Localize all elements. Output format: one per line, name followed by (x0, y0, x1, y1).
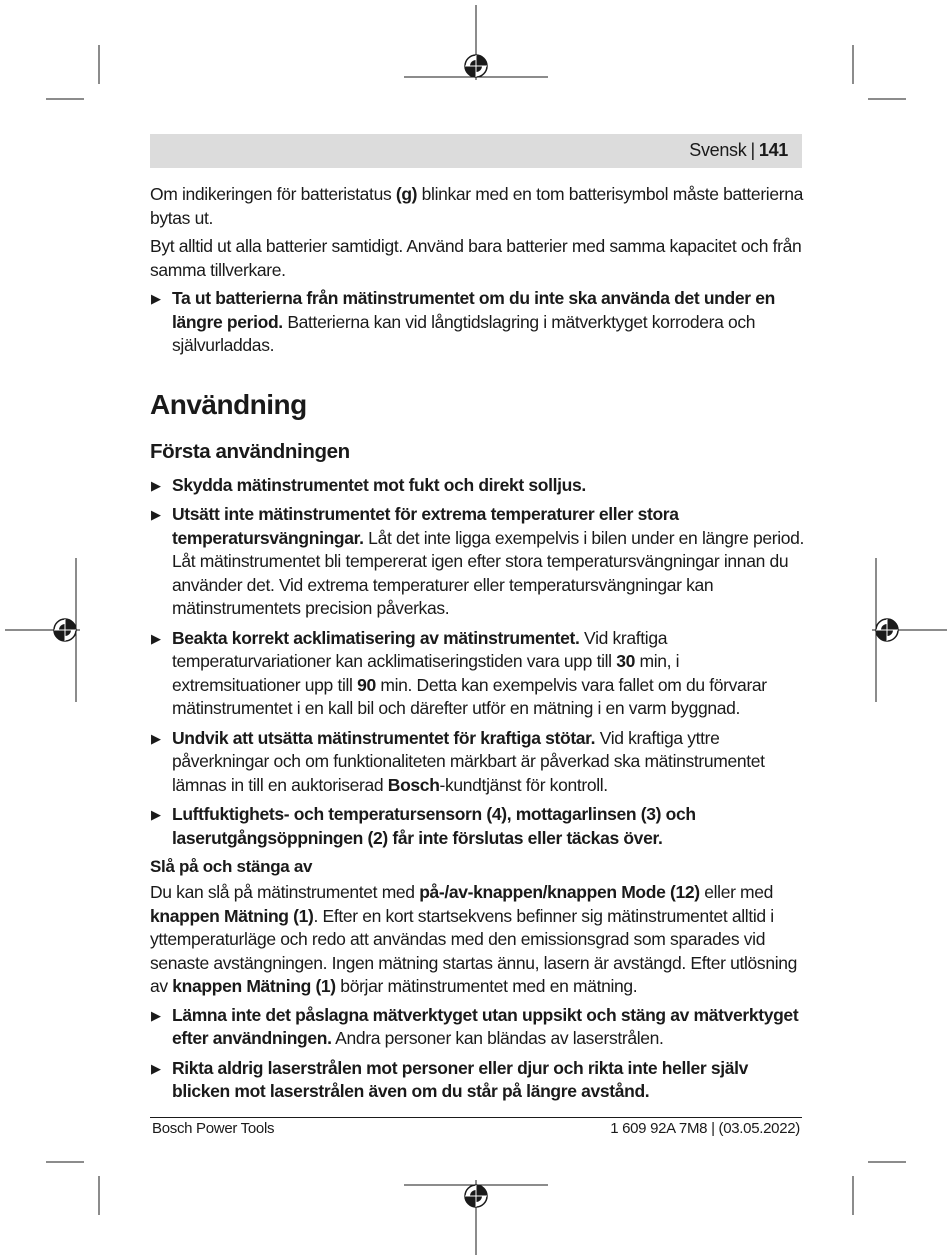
page-content (150, 183, 805, 1110)
warning-bullet-moisture: ▶ Skydda mätinstrumentet mot fukt och direkt solljus. (150, 474, 805, 498)
header-label (689, 140, 788, 161)
intro-paragraph-1: Om indikeringen för batteristatus (g) blinkar med en tom batterisymbol måste batterierna bytas ut. (150, 184, 803, 228)
intro-paragraph-2: Byt alltid ut alla batterier samtidigt. Använd bara batterier med samma kapacitet och från samma tillverkare. (150, 236, 802, 280)
subsection-heading-first-use: Första användningen (150, 439, 350, 463)
bullet-triangle-icon: ▶ (151, 730, 161, 746)
warning-bullet-sensors: ▶ Luftfuktighets- och temperatursensorn (4), mottagarlinsen (3) och laserutgångsöppningen (2) får inte förslutas eller täckas över. (151, 804, 696, 848)
bullet-triangle-icon: ▶ (151, 291, 161, 306)
page-header (150, 134, 802, 168)
warning-bullet-unattended: ▶ Lämna inte det påslagna mätverktyget utan uppsikt och stäng av mätverktyget efter användningen. Andra personer kan bländas av laserstrålen. (151, 1004, 799, 1048)
on-off-paragraph: Du kan slå på mätinstrumentet med på-/av-knappen/knappen Mode (12) eller med knappen Mätning (1). Efter en kort startsekvens befinner sig mätinstrumentet alltid i yttemperaturläge och redo att användas med den emissionsgrad som sparades vid senaste avstängningen. Ingen mätning startas ännu, lasern är avstängd. Efter utlösning av knappen Mätning (1) börjar mätinstrumentet med en mätning. (150, 882, 798, 996)
registration-target-right (876, 619, 898, 641)
warning-bullet-impacts: ▶ Undvik att utsätta mätinstrumentet för kraftiga stötar. Vid kraftiga yttre påverkningar och om funktionaliteten märkbart är påverkad ska mätinstrumentet lämnas in till en auktoriserad Bosch-kundtjänst för kontroll. (151, 727, 765, 795)
footer-document-id: 1 609 92A 7M8 | (03.05.2022) (610, 1120, 800, 1137)
footer-rule (150, 1117, 802, 1118)
bullet-triangle-icon: ▶ (151, 807, 161, 822)
warning-bullet-temperature: ▶ Utsätt inte mätinstrumentet för extrema temperaturer eller stora temperatursvängningar. Låt det inte ligga exempelvis i bilen under en längre period. Låt mätinstrumentet bli tempererat igen efter stora temperatursvängningar innan du använder det. Vid extrema temperaturer eller temperatursvängningar kan mätinstrumentets precision påverkas. (151, 504, 805, 618)
bullet-triangle-icon: ▶ (151, 1007, 161, 1023)
registration-target-left (54, 619, 76, 641)
warning-bullet-laser-beam: ▶ Rikta aldrig laserstrålen mot personer eller djur och rikta inte heller själv blicken mot laserstrålen även om du står på längre avstånd. (151, 1057, 749, 1101)
bullet-triangle-icon: ▶ (151, 477, 161, 493)
section-heading: Användning (150, 388, 307, 420)
page-number: 141 (758, 140, 788, 160)
subsection-heading-on-off: Slå på och stänga av (150, 857, 313, 876)
warning-bullet-batteries: ▶ Ta ut batterierna från mätinstrumentet om du inte ska använda det under en längre period. Batterierna kan vid långtidslagring i mätverktyget korrodera och självurladdas. (151, 288, 775, 355)
footer-publisher: Bosch Power Tools (152, 1120, 275, 1137)
header-separator: | (750, 140, 755, 160)
warning-bullet-acclimatization: ▶ Beakta korrekt acklimatisering av mätinstrumentet. Vid kraftiga temperaturvariationer kan acklimatiseringstiden vara upp till 30 min, i extremsituationer upp till 90 min. Detta kan exempelvis vara fallet om du förvarar mätinstrumentet i en kall bil och därefter utför en mätning i en varm byggnad. (151, 627, 767, 718)
bullet-triangle-icon: ▶ (151, 1060, 161, 1076)
registration-target-top (465, 55, 487, 77)
header-language: Svensk (689, 140, 747, 160)
bullet-triangle-icon: ▶ (151, 507, 161, 522)
registration-target-bottom (465, 1185, 487, 1207)
bullet-triangle-icon: ▶ (151, 630, 161, 646)
